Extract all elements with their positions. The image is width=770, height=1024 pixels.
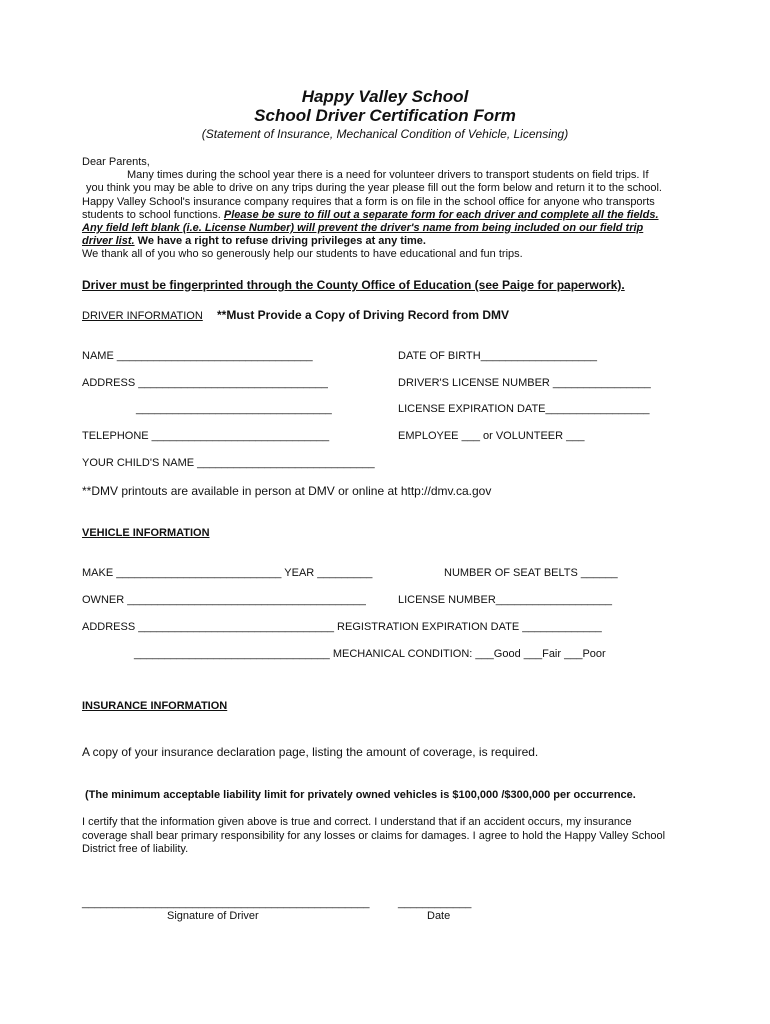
minimum-liability-limit: (The minimum acceptable liability limit for privately owned vehicles is $100,000 /$300,000 per occurrence. bbox=[85, 789, 636, 801]
form-title: School Driver Certification Form bbox=[254, 106, 516, 125]
license-expiration-date-field[interactable]: LICENSE EXPIRATION DATE_________________ bbox=[398, 403, 650, 415]
dmv-printout-note: **DMV printouts are available in person at DMV or online at http://dmv.ca.gov bbox=[82, 484, 492, 498]
driver-information-heading: DRIVER INFORMATION bbox=[82, 310, 203, 322]
certify-line-1: I certify that the information given above is true and correct. I understand that if an accident occurs, my insurance bbox=[82, 816, 632, 828]
thanks-line: We thank all of you who so generously help our students to have educational and fun trips. bbox=[82, 248, 523, 261]
date-line[interactable]: ____________ bbox=[398, 897, 472, 909]
date-of-birth-field[interactable]: DATE OF BIRTH___________________ bbox=[398, 350, 597, 362]
separate-form-notice: Please be sure to fill out a separate form for each driver and complete all the fields. bbox=[223, 208, 659, 221]
employee-volunteer-field[interactable]: EMPLOYEE ___ or VOLUNTEER ___ bbox=[398, 430, 585, 442]
greeting: Dear Parents, bbox=[82, 156, 150, 168]
owner-field[interactable]: OWNER _______________________________________ bbox=[82, 594, 366, 606]
make-year-field[interactable]: MAKE ___________________________ YEAR _________ bbox=[82, 567, 373, 579]
dmv-record-note: **Must Provide a Copy of Driving Record from DMV bbox=[217, 308, 510, 322]
fingerprint-notice: Driver must be fingerprinted through the County Office of Education (see Paige for paperwork). bbox=[82, 278, 625, 292]
driver-address-line-2-field[interactable]: ________________________________ bbox=[136, 403, 332, 415]
signature-line[interactable]: _______________________________________________ bbox=[82, 897, 370, 909]
intro-line-2: you think you may be able to drive on any trips during the year please fill out the form below and return it to the school. bbox=[86, 182, 662, 195]
signature-label: Signature of Driver bbox=[167, 910, 259, 922]
date-label: Date bbox=[427, 910, 451, 922]
mechanical-condition-field[interactable]: ________________________________ MECHANICAL CONDITION: ___Good ___Fair ___Poor bbox=[134, 648, 606, 660]
intro-line-4-text: students to school functions. bbox=[82, 208, 221, 221]
certification-statement bbox=[82, 816, 697, 857]
seat-belts-field[interactable]: NUMBER OF SEAT BELTS ______ bbox=[444, 567, 618, 579]
intro-line-3: Happy Valley School's insurance company requires that a form is on file in the school office for anyone who transports bbox=[82, 195, 655, 208]
blank-field-warning: Any field left blank (i.e. License Number) will prevent the driver's name from being included on our field trip bbox=[82, 222, 644, 235]
intro-letter bbox=[82, 156, 682, 262]
form-organization-title: Happy Valley School bbox=[301, 87, 469, 106]
intro-line-6 bbox=[82, 235, 682, 248]
vehicle-address-registration-field[interactable]: ADDRESS ________________________________ REGISTRATION EXPIRATION DATE _____________ bbox=[82, 621, 602, 633]
drivers-license-number-field[interactable]: DRIVER'S LICENSE NUMBER ________________ bbox=[398, 377, 651, 389]
vehicle-information-heading: VEHICLE INFORMATION bbox=[82, 527, 210, 539]
insurance-copy-required: A copy of your insurance declaration page, listing the amount of coverage, is required. bbox=[82, 745, 539, 759]
driver-list-text: driver list. bbox=[82, 235, 135, 248]
certify-line-2: coverage shall bear primary responsibility for any losses or claims for damages. I agree to hold the Happy Valley School bbox=[82, 829, 666, 842]
insurance-information-heading: INSURANCE INFORMATION bbox=[82, 700, 228, 712]
telephone-field[interactable]: TELEPHONE _____________________________ bbox=[82, 430, 330, 442]
certify-line-3: District free of liability. bbox=[82, 843, 189, 855]
child-name-field[interactable]: YOUR CHILD'S NAME _____________________________ bbox=[82, 457, 375, 469]
form-statement: (Statement of Insurance, Mechanical Condition of Vehicle, Licensing) bbox=[201, 127, 569, 141]
name-field[interactable]: NAME ________________________________ bbox=[82, 350, 313, 362]
driver-address-field[interactable]: ADDRESS _______________________________ bbox=[82, 377, 328, 389]
refuse-privileges-text: We have a right to refuse driving privileges at any time. bbox=[137, 235, 426, 248]
intro-line-1: Many times during the school year there is a need for volunteer drivers to transport students on field trips. If bbox=[127, 169, 649, 182]
vehicle-license-number-field[interactable]: LICENSE NUMBER___________________ bbox=[398, 594, 613, 606]
intro-line-4 bbox=[82, 209, 682, 222]
